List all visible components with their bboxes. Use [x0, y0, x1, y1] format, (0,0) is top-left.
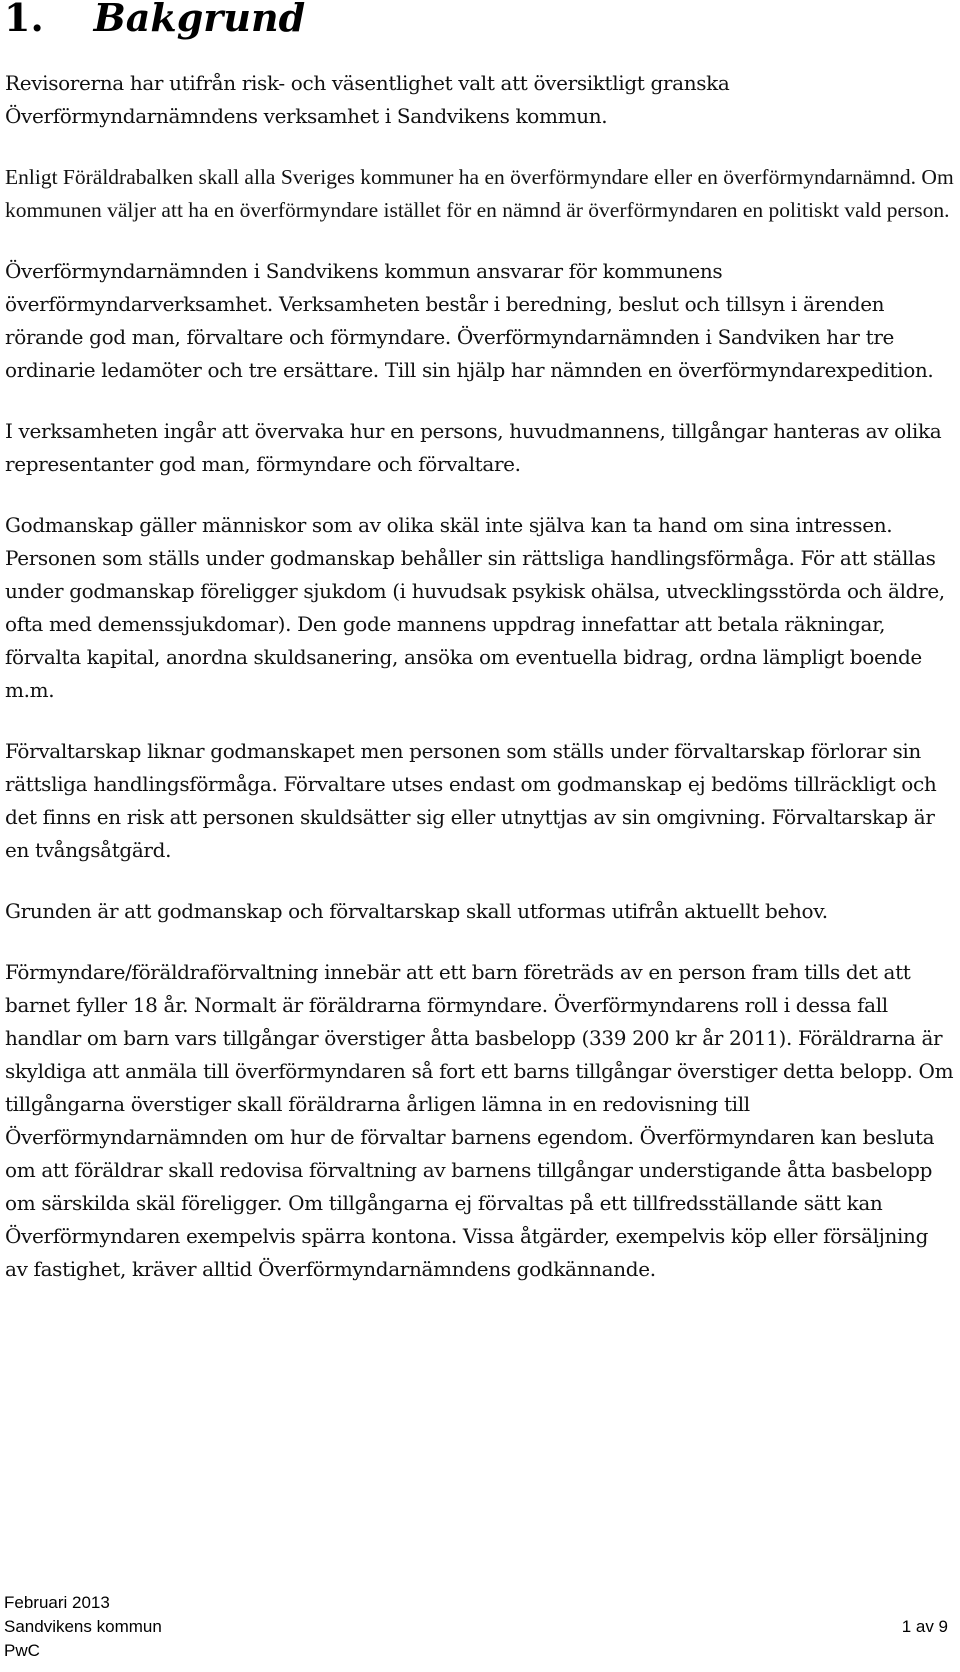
paragraph: Överförmyndarnämnden i Sandvikens kommun ansvarar för kommunens överförmyndarverksamhet. Verksamheten består i beredning, beslut och tillsyn i ärenden rörande god man, förvaltare och förmyndare. Överförmyndarnämnden i Sandviken har tre ordinarie ledamöter och tre ersättare. Till sin hjälp har nämnden en överförmyndarexpedition.: [5, 259, 934, 382]
footer-date: Februari 2013: [4, 1593, 110, 1612]
paragraph: I verksamheten ingår att övervaka hur en persons, huvudmannens, tillgångar hanteras av olika representanter god man, förmyndare och förvaltare.: [5, 419, 942, 476]
footer-organization: Sandvikens kommun: [4, 1617, 162, 1636]
paragraph: Revisorerna har utifrån risk- och väsentlighet valt att översiktligt granska Överförmyndarnämndens verksamhet i Sandvikens kommun.: [5, 71, 730, 128]
page-number: 1 av 9: [901, 1617, 948, 1636]
paragraph: Förvaltarskap liknar godmanskapet men personen som ställs under förvaltarskap förlorar sin rättsliga handlingsförmåga. Förvaltare utses endast om godmanskap ej bedöms tillräckligt och det finns en risk att personen skuldsätter sig eller utnyttjas av sin omgivning. Förvaltarskap är en tvångsåtgärd.: [5, 739, 937, 862]
paragraph: Enligt Föräldrabalken skall alla Sveriges kommuner ha en överförmyndare eller en överförmyndarnämnd. Om kommunen väljer att ha en överförmyndare istället för en nämnd är överförmyndaren en politiskt vald person.: [5, 165, 954, 222]
footer-row: [4, 1639, 948, 1663]
footer-company: PwC: [4, 1641, 40, 1660]
section-number: 1.: [4, 0, 44, 40]
paragraph: Förmyndare/föräldraförvaltning innebär att ett barn företräds av en person fram tills det att barnet fyller 18 år. Normalt är föräldrarna förmyndare. Överförmyndarens roll i dessa fall handlar om barn vars tillgångar överstiger åtta basbelopp (339 200 kr år 2011). Föräldrarna är skyldiga att anmäla till överförmyndaren så fort ett barns tillgångar överstiger detta belopp. Om tillgångarna överstiger skall föräldrarna årligen lämna in en redovisning till Överförmyndarnämnden om hur de förvaltar barnens egendom. Överförmyndaren kan besluta om att föräldrar skall redovisa förvaltning av barnens tillgångar understigande åtta basbelopp om särskilda skäl föreligger. Om tillgångarna ej förvaltas på ett tillfredsställande sätt kan Överförmyndaren exempelvis spärra kontona. Vissa åtgärder, exempelvis köp eller försäljning av fastighet, kräver alltid Överförmyndarnämndens godkännande.: [5, 960, 954, 1281]
section-heading: [4, 0, 305, 42]
paragraph: Grunden är att godmanskap och förvaltarskap skall utformas utifrån aktuellt behov.: [5, 899, 828, 923]
page-footer: [4, 1591, 948, 1663]
body-text: [5, 67, 955, 1314]
footer-row: [4, 1615, 948, 1639]
footer-row: [4, 1591, 948, 1615]
section-title: Bakgrund: [93, 0, 306, 40]
paragraph: Godmanskap gäller människor som av olika skäl inte själva kan ta hand om sina intressen. Personen som ställs under godmanskap behåller sin rättsliga handlingsförmåga. För att ställas under godmanskap föreligger sjukdom (i huvudsak psykisk ohälsa, utvecklingsstörda och äldre, ofta med demenssjukdomar). Den gode mannens uppdrag innefattar att betala räkningar, förvalta kapital, anordna skuldsanering, ansöka om eventuella bidrag, ordna lämpligt boende m.m.: [5, 513, 945, 702]
